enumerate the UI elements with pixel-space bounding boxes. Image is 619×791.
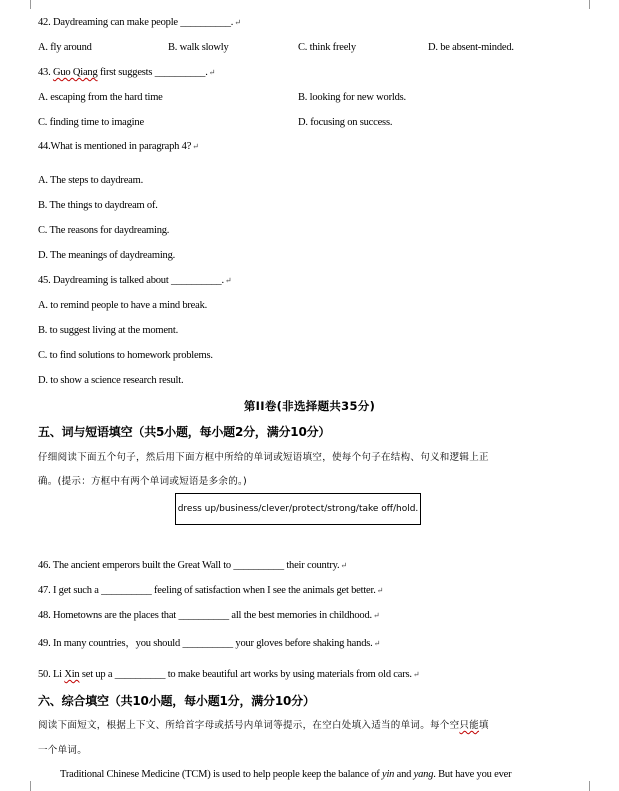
section-6-instruction-line-2: 一个单词。 [38,745,88,756]
section-5-instruction-line-1: 仔细阅读下面五个句子，然后用下面方框中所给的单词或短语填空，使每个句子在结构、句义和逻辑上正 [38,452,489,463]
section-5-title: 五、词与短语填空（共5小题，每小题2分，满分10分） [38,425,331,439]
page-corner-mark [589,0,600,9]
question-44-stem: 44.What is mentioned in paragraph 4?↵ [38,141,199,152]
section-6-instruction-line-1: 阅读下面短文，根据上下文、所给首字母或括号内单词等提示，在空白处填入适当的单词。每个空只能填 [38,720,489,731]
question-42-option-a: A. fly around [38,42,92,53]
sentence-50: 50. Li Xin set up a __________ to make beautiful art works by using materials from old cars.↵ [38,669,420,680]
question-42-option-b: B. walk slowly [168,42,229,53]
word-bank-box [175,493,421,525]
section-6-title: 六、综合填空（共10小题，每小题1分，满分10分） [38,694,315,708]
question-43-stem: 43. Guo Qiang first suggests __________.↵ [38,67,216,78]
question-45-option-d: D. to show a science research result. [38,375,184,386]
question-45-option-b: B. to suggest living at the moment. [38,325,178,336]
question-45-option-c: C. to find solutions to homework problems. [38,350,213,361]
question-43-option-d: D. focusing on success. [298,117,393,128]
sentence-46: 46. The ancient emperors built the Great Wall to __________ their country.↵ [38,560,347,571]
page-corner-mark [589,781,600,791]
question-44-option-a: A. The steps to daydream. [38,175,144,186]
page-corner-mark [20,0,31,9]
question-42-stem: 42. Daydreaming can make people __________.↵ [38,17,241,28]
page-corner-mark [20,781,31,791]
question-43-option-a: A. escaping from the hard time [38,92,163,103]
sentence-47: 47. I get such a __________ feeling of satisfaction when I see the animals get better.↵ [38,585,384,596]
question-45-option-a: A. to remind people to have a mind break. [38,300,208,311]
question-43-option-b: B. looking for new worlds. [298,92,406,103]
question-44-option-d: D. The meanings of daydreaming. [38,250,176,261]
spellcheck-name: Guo Qiang [52,67,98,78]
question-45-stem: 45. Daydreaming is talked about __________.↵ [38,275,232,286]
question-44-option-b: B. The things to daydream of. [38,200,158,211]
question-42-option-c: C. think freely [298,42,356,53]
question-44-option-c: C. The reasons for daydreaming. [38,225,170,236]
spellcheck-name: Xin [64,669,80,680]
question-43-option-c: C. finding time to imagine [38,117,144,128]
sentence-48: 48. Hometowns are the places that __________ all the best memories in childhood.↵ [38,610,380,621]
sentence-49: 49. In many countries，you should __________ your gloves before shaking hands.↵ [38,638,381,649]
passage-first-line: Traditional Chinese Medicine (TCM) is used to help people keep the balance of yin and yang. But have you ever [60,769,512,780]
part-2-title: 第II卷(非选择题共35分) [243,399,376,413]
section-5-instruction-line-2: 确。(提示：方框中有两个单词或短语是多余的。) [38,476,248,487]
question-42-option-d: D. be absent-minded. [428,42,514,53]
word-bank-text: dress up/business/clever/protect/strong/take off/hold. [177,504,419,514]
